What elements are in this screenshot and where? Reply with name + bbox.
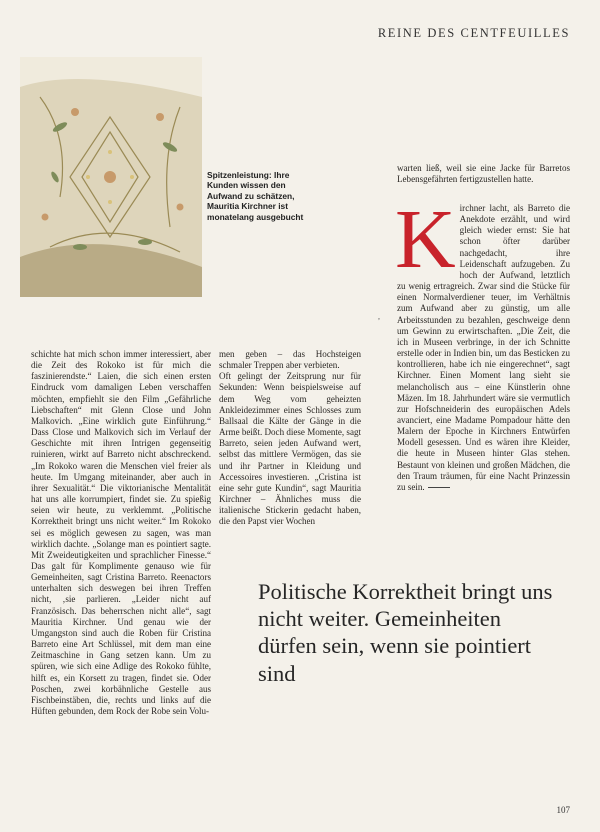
body-column-3 xyxy=(395,193,570,493)
column-2-paragraph-1: men geben – das Hochsteigen schmaler Treppen aber verbieten. xyxy=(219,349,361,371)
body-column-1 xyxy=(31,349,211,717)
embroidery-photo xyxy=(20,57,202,297)
column-2-paragraph-2: Oft gelingt der Zeitsprung nur für Sekunden: Wenn beispielsweise auf dem Weg vom geheizten Ankleidezimmer eines Schlosses zum Ballsaal die Kälte der Gänge in die Arme beißt. Doch diese Momente, sagt Barreto, seien jeden Aufwand wert, selbst das mittlere Vermögen, das sie und ihr Partner in Kleidung und Accessoires investieren. „Cristina ist eine sehr gute Kundin“, sagt Mauritia Kirchner – Ähnliches muss die italienische Stickerin gedacht haben, die den Papst vier Wochen xyxy=(219,371,361,527)
print-speck-icon: , xyxy=(378,312,380,321)
body-column-3-top xyxy=(397,163,570,185)
column-3-top-text: warten ließ, weil sie eine Jacke für Barretos Lebensgefährten fertigzustellen hatte. xyxy=(397,163,570,185)
caption-text: Ihre Kunden wissen den Aufwand zu schätzen, Mauritia Kirchner ist monatelang ausgebucht xyxy=(207,170,304,222)
caption-lead: Spitzenleistung: xyxy=(207,170,272,180)
column-3-text: irchner lacht, als Barreto die Anekdote erzählt, und wird gleich wieder ernst: Sie hat schon öfter darüber nachgedacht, ihre Leidenschaft aufzugeben. Zu hoch der Aufwand, letztlich zu wenig ertragreich. Zwar sind die Stücke für einen Normalverdiener teuer, im Verhältnis zum Aufwand aber zu günstig, um alle Arbeitsstunden zu bezahlen, geschweige denn um Gewinn zu erwirtschaften. „Die Zeit, die ich in Museen verbringe, in der ich Schnitte erstelle oder in Indien bin, um das Besticken zu kontrollieren, habe ich nie eingerechnet“, sagt Kirchner. Einen Moment lang sieht sie melancholisch aus – eine Künstlerin ohne Mäzen. Im 18. Jahrhundert wäre sie vermutlich zur Hofschneiderin des europäischen Adels avanciert, eine Madame Pompadour hätte den Malern der Epoche in Kirchners Entwürfen Modell gesessen. Und es wären ihre Kleider, die heute in Museen hinter Glas stehen. Bestaunt von kleinen und großen Mädchen, die den Traum träumen, für eine Nacht Prinzessin zu sein. xyxy=(397,203,570,492)
pull-quote: Politische Korrektheit bringt uns nicht weiter. Gemeinheiten dürfen sein, wenn sie pointiert sind xyxy=(258,579,553,686)
column-1-text: schichte hat mich schon immer interessiert, aber die Zeit des Rokoko ist für mich die faszinierendste.“ Laien, die sich einen ersten Eindruck vom damaligen Leben verschaffen möchten, empfiehlt sie den Film „Gefährliche Liebschaften“ mit Glenn Close und John Malkovich. „Eine wirklich gute Einführung.“ Dass Close und Malkovich sich im Verlauf der Geschichte mit ihren Intrigen gegenseitig ruinieren, wirkt auf Barreto nicht abschreckend. „Im Rokoko waren die Menschen viel freier als heute. Im Umgang miteinander, aber auch in ihrer Sexualität.“ Die viktorianische Mentalität hat uns alle korrumpiert, findet sie. Zu spießig seien wir heute, zu verklemmt. „Politische Korrektheit bringt uns nicht weiter.“ Im Rokoko sei es möglich gewesen zu sagen, was man wirklich dachte. „Solange man es pointiert sagte. Mit Zweideutigkeiten und sprachlicher Finesse.“ Das galt für Komplimente genauso wie für Gemeinheiten, sagt Cristina Barreto. Reenactors unterhalten sich deswegen bei ihren Treffen nicht, ‚sie parlieren. „Leider nicht auf Französisch. Das beherrschen nicht alle“, sagt Mauritia Kirchner. Und genau wie der Umgangston sind auch die Roben für Cristina Barreto eine Art Schlüssel, mit dem man eine Zeitmaschine in Gang setzen kann. Um zu spüren, wie sich eine Adlige des Rokoko fühlte, hilft es, ein Korsett zu tragen, findet sie. Oder Poschen, zwei korbähnliche Gestelle aus Fischbeinstäben, die, rechts und links auf die Hüften gebunden, dem Rock der Robe sein Volu- xyxy=(31,349,211,716)
drop-cap: K xyxy=(395,193,456,286)
body-column-2 xyxy=(219,349,361,528)
page-number: 107 xyxy=(556,805,570,815)
photo-caption xyxy=(207,170,307,222)
column-3-paragraph xyxy=(395,193,570,493)
section-header: REINE DES CENTFEUILLES xyxy=(377,26,570,40)
end-mark-icon xyxy=(428,487,450,488)
